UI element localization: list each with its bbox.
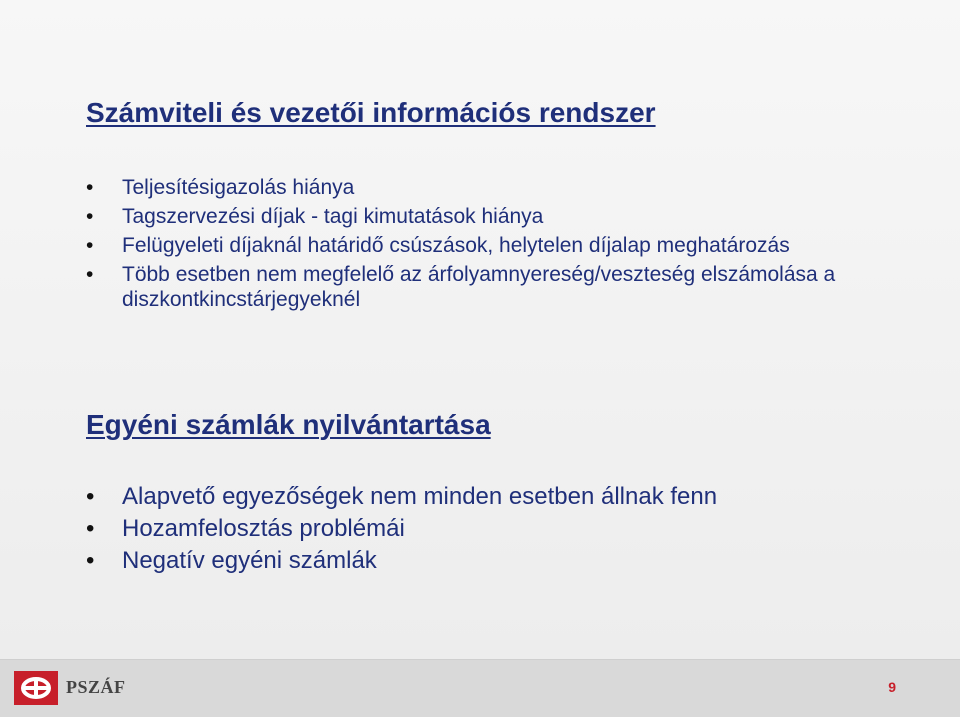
section-title-information-system: Számviteli és vezetői információs rendszer	[86, 97, 656, 128]
bullet-list-individual-accounts	[86, 483, 866, 579]
section-title-individual-accounts: Egyéni számlák nyilvántartása	[86, 409, 491, 440]
bullet-list-information-system	[86, 175, 846, 316]
pszaf-logo-icon	[14, 671, 58, 705]
bullet-item-supervisory-fees: • Felügyeleti díjaknál határidő csúszások, helytelen díjalap meghatározás	[86, 233, 846, 258]
bullet-item-negative-accounts: • Negatív egyéni számlák	[86, 547, 866, 575]
footer	[0, 659, 960, 717]
footer-brand: PSZÁF	[66, 677, 126, 697]
bullet-item-yield-distribution: • Hozamfelosztás problémái	[86, 515, 866, 543]
bullet-item-membership-fees: • Tagszervezési díjak - tagi kimutatások hiánya	[86, 204, 846, 229]
bullet-item-performance-certificate: • Teljesítésigazolás hiánya	[86, 175, 846, 200]
page-number: 9	[888, 679, 896, 695]
bullet-item-exchange-rate-accounting: • Több esetben nem megfelelő az árfolyamnyereség/veszteség elszámolása a diszkontkincstárjegyeknél	[86, 262, 846, 312]
bullet-item-basic-matches: • Alapvető egyezőségek nem minden esetben állnak fenn	[86, 483, 866, 511]
